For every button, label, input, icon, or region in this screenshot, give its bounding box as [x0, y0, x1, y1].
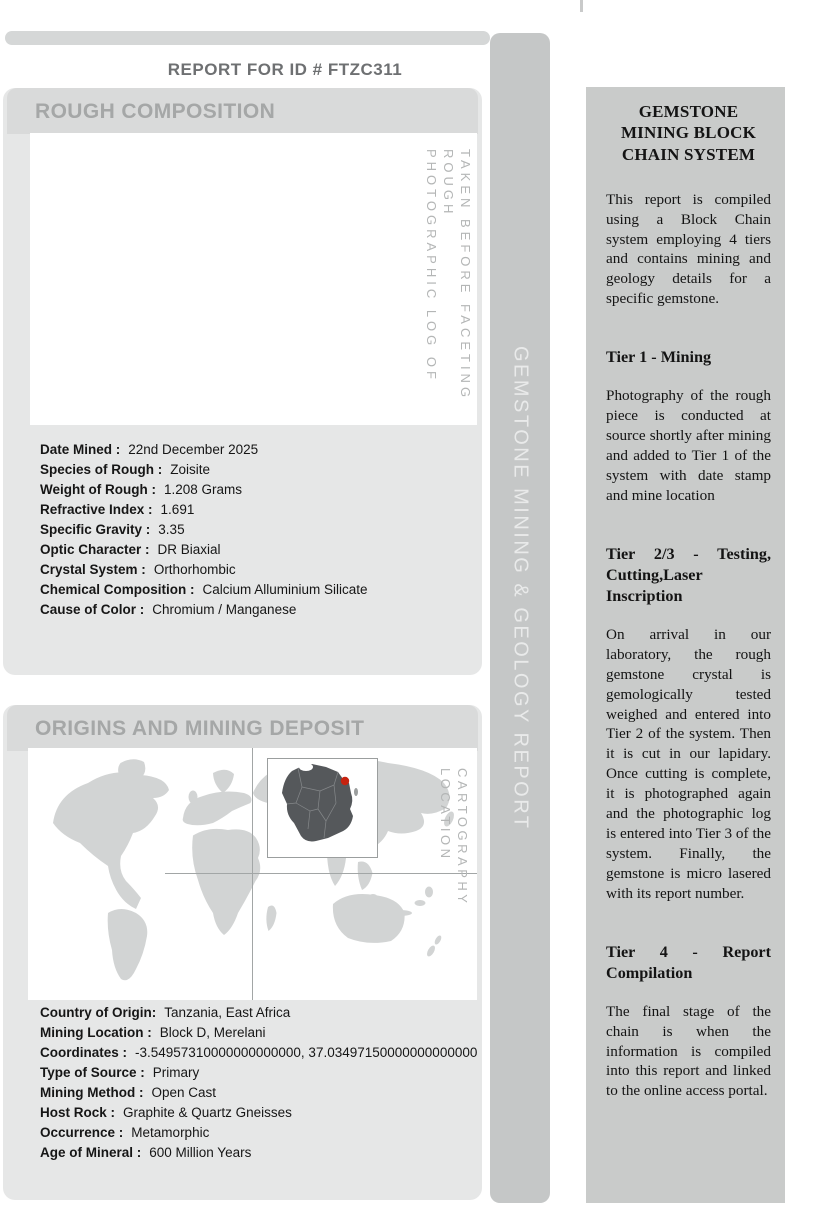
sidebar-heading: GEMSTONE MINING BLOCK CHAIN SYSTEM [620, 102, 757, 164]
field-label: Species of Rough : [40, 462, 163, 477]
sidebar-tier23-body: On arrival in our laboratory, the rough gemstone crystal is gemologically tested weighed and entered into Tier 2 of the system. Then it is cut in our lapidary. Once cutting is complete, it is photographed again and the photographic log is entered into Tier 3 of the system. Finally, the gemstone is micro lasered with its report number. [606, 625, 771, 902]
field-row [40, 480, 368, 500]
location-map [28, 748, 477, 1000]
field-value: Calcium Alluminium Silicate [202, 582, 368, 597]
field-value: Chromium / Manganese [152, 602, 297, 617]
field-value: Metamorphic [131, 1125, 210, 1140]
spine-title: GEMSTONE MINING & GEOLOGY REPORT [509, 345, 532, 831]
field-value: 1.691 [160, 502, 195, 517]
field-row [40, 1023, 477, 1043]
field-label: Weight of Rough : [40, 482, 156, 497]
field-row [40, 1143, 477, 1163]
tanzania-shape [268, 759, 377, 857]
field-row [40, 1063, 477, 1083]
photo-caption-line-2: TAKEN BEFORE FACETING [458, 149, 473, 402]
field-value: DR Biaxial [157, 542, 221, 557]
field-label: Coordinates : [40, 1045, 128, 1060]
field-value: 3.35 [158, 522, 185, 537]
origins-fields [40, 1003, 477, 1163]
field-value: Zoisite [170, 462, 211, 477]
field-row [40, 540, 368, 560]
field-row [40, 460, 368, 480]
field-value: Open Cast [151, 1085, 217, 1100]
field-row [40, 1003, 477, 1023]
field-value: Block D, Merelani [159, 1025, 266, 1040]
field-label: Type of Source : [40, 1065, 145, 1080]
section-rough-composition [3, 88, 482, 675]
photo-caption [423, 149, 474, 425]
field-value: Orthorhombic [153, 562, 236, 577]
report-spine [490, 33, 550, 1203]
field-row [40, 1103, 477, 1123]
sidebar-tier4-body: The final stage of the chain is when the information is compiled into this report and linked to the online access portal. [606, 1002, 771, 1100]
field-value: 600 Million Years [149, 1145, 252, 1160]
map-crosshair-horizontal [165, 873, 477, 874]
rough-composition-header-band [7, 88, 478, 134]
origins-header-band [7, 705, 478, 751]
photo-caption-line-1: PHOTOGRAPHIC LOG OF ROUGH [424, 149, 456, 383]
field-row [40, 500, 368, 520]
field-label: Age of Mineral : [40, 1145, 142, 1160]
field-row [40, 560, 368, 580]
field-value: -3.54957310000000000000, 37.03497150000000000000 [135, 1045, 478, 1060]
field-row [40, 520, 368, 540]
field-row [40, 1123, 477, 1143]
sidebar-tier1-body: Photography of the rough piece is conducted at source shortly after mining and added to Tier 1 of the system with date stamp and mine location [606, 387, 771, 504]
rough-photo-area [30, 133, 477, 425]
map-crosshair-vertical [252, 748, 253, 1000]
blockchain-sidebar [586, 87, 785, 1203]
field-label: Host Rock : [40, 1105, 116, 1120]
field-label: Cause of Color : [40, 602, 145, 617]
field-label: Mining Method : [40, 1085, 144, 1100]
rough-composition-fields [40, 440, 368, 620]
field-row [40, 580, 368, 600]
section-origins-mining-deposit [3, 705, 482, 1200]
field-value: Tanzania, East Africa [164, 1005, 291, 1020]
report-card-top-bar [5, 31, 490, 45]
sidebar-tier1-heading: Tier 1 - Mining [606, 348, 712, 367]
report-id-title: REPORT FOR ID # FTZC311 [167, 60, 403, 79]
rough-composition-title: ROUGH COMPOSITION [35, 100, 276, 123]
field-label: Chemical Composition : [40, 582, 195, 597]
map-caption: LOCATION CARTOGRAPHY [438, 768, 470, 907]
origins-title: ORIGINS AND MINING DEPOSIT [35, 717, 365, 740]
field-row [40, 1083, 477, 1103]
field-label: Crystal System : [40, 562, 146, 577]
field-value: Primary [152, 1065, 200, 1080]
tanzania-inset-map [267, 758, 378, 858]
page-top-tick [580, 0, 583, 12]
field-label: Mining Location : [40, 1025, 152, 1040]
field-label: Country of Origin: [40, 1005, 157, 1020]
field-label: Specific Gravity : [40, 522, 151, 537]
field-row [40, 600, 368, 620]
field-label: Date Mined : [40, 442, 121, 457]
field-label: Optic Character : [40, 542, 150, 557]
field-value: 22nd December 2025 [128, 442, 259, 457]
sidebar-tier4-heading: Tier 4 - Report Compilation [606, 942, 771, 982]
field-label: Occurrence : [40, 1125, 124, 1140]
field-row [40, 440, 368, 460]
mine-location-marker-icon [341, 777, 349, 785]
field-label: Refractive Index : [40, 502, 153, 517]
sidebar-intro: This report is compiled using a Block Chain system employing 4 tiers and contains mining and geology details for a specific gemstone. [606, 190, 771, 308]
field-value: 1.208 Grams [163, 482, 243, 497]
field-row [40, 1043, 477, 1063]
sidebar-tier23-heading: Tier 2/3 - Testing, Cutting,Laser Inscription [606, 544, 771, 605]
field-value: Graphite & Quartz Gneisses [123, 1105, 292, 1120]
